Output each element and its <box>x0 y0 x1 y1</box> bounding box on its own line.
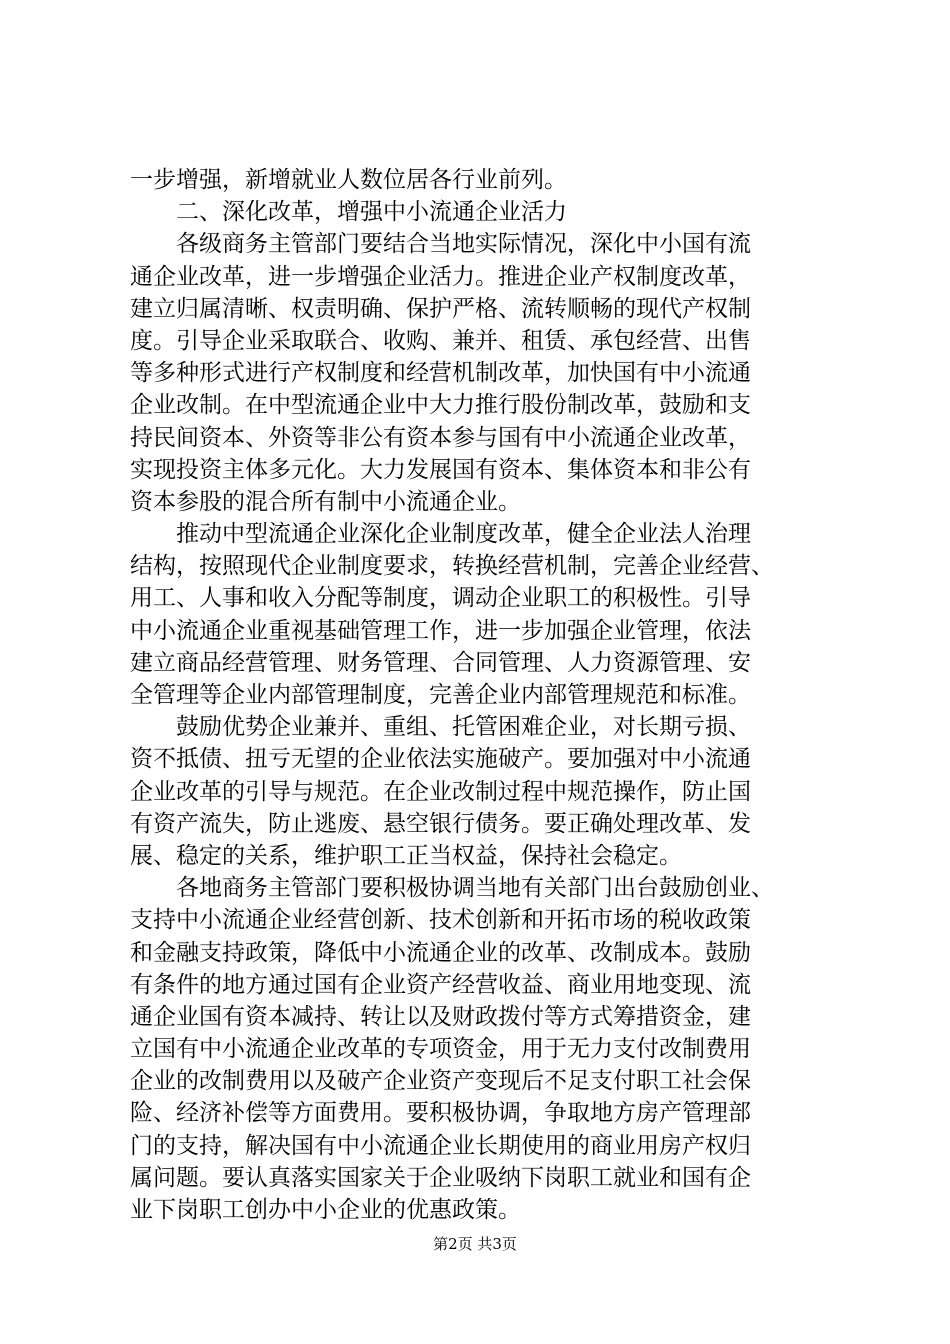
text-line: 用工、人事和收入分配等制度，调动企业职工的积极性。引导 <box>130 585 751 612</box>
text-line: 支持中小流通企业经营创新、技术创新和开拓市场的税收政策 <box>130 907 751 934</box>
text-line: 业下岗职工创办中小企业的优惠政策。 <box>130 1197 521 1223</box>
text-line: 有资产流失，防止逃废、悬空银行债务。要正确处理改革、发 <box>130 810 751 837</box>
text-line: 各级商务主管部门要结合当地实际情况，深化中小国有流 <box>176 231 751 258</box>
text-line: 险、经济补偿等方面费用。要积极协调，争取地方房产管理部 <box>130 1100 751 1127</box>
text-line: 鼓励优势企业兼并、重组、托管困难企业，对长期亏损、 <box>176 714 751 741</box>
text-line: 展、稳定的关系，维护职工正当权益，保持社会稳定。 <box>130 842 682 869</box>
text-line: 中小流通企业重视基础管理工作，进一步加强企业管理，依法 <box>130 617 751 644</box>
text-line: 门的支持，解决国有中小流通企业长期使用的商业用房产权归 <box>130 1132 751 1159</box>
text-line: 建立归属清晰、权责明确、保护严格、流转顺畅的现代产权制 <box>130 295 751 322</box>
text-line: 二、深化改革，增强中小流通企业活力 <box>176 199 567 226</box>
text-line: 立国有中小流通企业改革的专项资金，用于无力支付改制费用 <box>130 1036 751 1063</box>
text-line: 资不抵债、扭亏无望的企业依法实施破产。要加强对中小流通 <box>130 746 751 773</box>
text-line: 属问题。要认真落实国家关于企业吸纳下岗职工就业和国有企 <box>130 1164 751 1191</box>
text-line: 全管理等企业内部管理制度，完善企业内部管理规范和标准。 <box>130 682 751 708</box>
text-line: 结构，按照现代企业制度要求，转换经营机制，完善企业经营、 <box>130 553 774 580</box>
text-line: 各地商务主管部门要积极协调当地有关部门出台鼓励创业、 <box>176 875 774 902</box>
text-line: 推动中型流通企业深化企业制度改革，健全企业法人治理 <box>176 521 751 548</box>
text-line: 持民间资本、外资等非公有资本参与国有中小流通企业改革， <box>130 424 751 451</box>
text-line: 等多种形式进行产权制度和经营机制改革，加快国有中小流通 <box>130 360 751 387</box>
text-line: 企业改制。在中型流通企业中大力推行股份制改革，鼓励和支 <box>130 392 751 419</box>
text-line: 实现投资主体多元化。大力发展国有资本、集体资本和非公有 <box>130 456 751 483</box>
document-body <box>130 164 830 1226</box>
text-line: 通企业国有资本减持、转让以及财政拨付等方式筹措资金，建 <box>130 1003 751 1030</box>
text-line: 一步增强，新增就业人数位居各行业前列。 <box>130 167 567 193</box>
text-line: 资本参股的混合所有制中小流通企业。 <box>130 488 521 515</box>
text-line: 通企业改革，进一步增强企业活力。推进企业产权制度改革， <box>130 263 751 290</box>
text-line: 建立商品经营管理、财务管理、合同管理、人力资源管理、安 <box>130 649 751 676</box>
page-footer: 第2页 共3页 <box>433 1235 517 1253</box>
text-line: 有条件的地方通过国有企业资产经营收益、商业用地变现、流 <box>130 971 751 998</box>
text-line: 企业的改制费用以及破产企业资产变现后不足支付职工社会保 <box>130 1068 751 1095</box>
text-line: 度。引导企业采取联合、收购、兼并、租赁、承包经营、出售 <box>130 327 751 354</box>
text-line: 企业改革的引导与规范。在企业改制过程中规范操作，防止国 <box>130 778 751 805</box>
text-line: 和金融支持政策，降低中小流通企业的改革、改制成本。鼓励 <box>130 939 751 966</box>
